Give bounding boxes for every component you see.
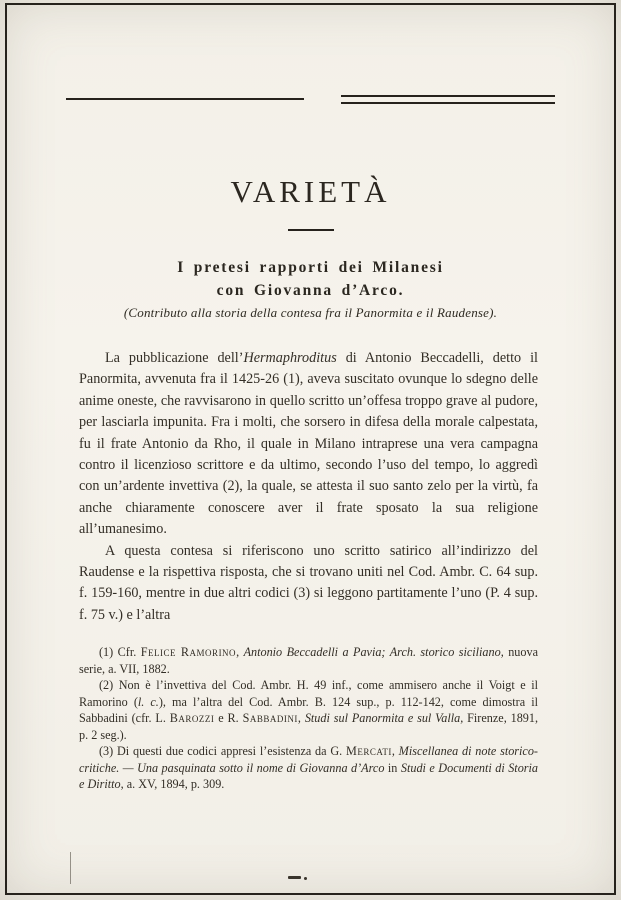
text-segment: Firenze, 1891, p. 2 seg.). [79,711,539,742]
body-paragraph-1 [79,348,538,541]
text-segment: Barozzi [169,711,215,726]
footnotes [79,644,538,793]
text-segment: nuova serie, a. VII, 1882. [79,645,538,676]
text-segment: Hermaphroditus [243,350,337,366]
text-segment: (1) Cfr. [99,645,141,660]
scan-artifact-dash [288,876,301,879]
scan-artifact-tick [70,852,71,884]
footnote-1 [79,644,538,677]
text-segment: , a. XV, 1894, p. 309. [120,777,225,792]
body-paragraph-2 [79,541,538,627]
title-divider [288,229,334,231]
text-segment: Antonio Beccadelli a Pavia; Arch. storico siciliano, [243,645,504,660]
text-segment: , [236,645,244,660]
text-segment: di Antonio Beccadelli, detto il Panormita, avvenuta fra il 1425-26 (1), aveva suscitato ovunque lo sdegno delle anime oneste, che ravvisarono in quello scritto un’offesa troppo grave al pudore, per lasciarla impunita. Fra i molti, che sorsero in difesa della morale calpestata, fu il frate Antonio da Rho, il quale in Milano intraprese una vera campagna contro il licenzioso scrittore e da ultimo, secondo l’uso del tempo, lo aggredì con un’ardente invettiva (2), la quale, se attesta il suo santo zelo per la virtù, fa anche chiaramente conoscere aver il frate sposato la sua religione all’umanesimo. [79,350,538,538]
text-segment: e R. [214,711,243,726]
text-segment: (3) Di questi due codici appresi l’esistenza da G. [99,744,346,759]
text-segment: (2) Non è l’invettiva del Cod. Ambr. H. 49 inf., come ammisero anche il Voigt e il Ramorino ( [79,678,538,709]
text-segment: ), ma l’altra del Cod. Ambr. B. 124 sup., p. 112-142, come dimostra il Sabbadini (cfr. L. [79,694,538,726]
text-segment: l. c. [137,694,159,709]
text-segment: Studi sul Panormita e sul Valla, [304,711,464,726]
text-segment: Felice Ramorino [140,645,237,660]
footnote-3 [79,743,538,793]
article-heading-line-1: I pretesi rapporti dei Milanesi [177,259,444,276]
article-heading-line-2: con Giovanna d’Arco. [216,282,405,299]
article-heading [0,256,621,302]
text-segment: , [297,711,305,726]
header-rule-left [66,98,304,100]
text-segment: , [391,744,399,759]
text-segment: A questa contesa si riferiscono uno scritto satirico all’indirizzo del Raudense e la rispettiva risposta, che si trovano uniti nel Cod. Ambr. C. 64 sup. f. 159-160, mentre in due altri codici (3) si leggono partitamente l’uno (P. 4 sup. f. 75 v.) e l’altra [79,542,538,623]
page-title: VARIETÀ [230,174,391,209]
text-segment: La pubblicazione dell’ [105,350,244,366]
page-content [79,348,538,793]
text-segment: Studi e Documenti di Storia e Diritto [79,760,539,792]
text-segment: Sabbadini [242,711,298,726]
header-rule-right-double [341,95,555,104]
text-segment: Miscellanea di note storico-critiche. — Una pasquinata sotto il nome di Giovanna d’Arco [79,744,538,775]
scan-artifact-dot [304,877,307,880]
text-segment: in [384,760,401,775]
text-segment: Mercati [345,744,392,759]
article-subtitle: (Contributo alla storia della contesa fra il Panormita e il Raudense). [123,305,498,320]
body-text [79,348,538,626]
footnote-2 [79,677,538,743]
